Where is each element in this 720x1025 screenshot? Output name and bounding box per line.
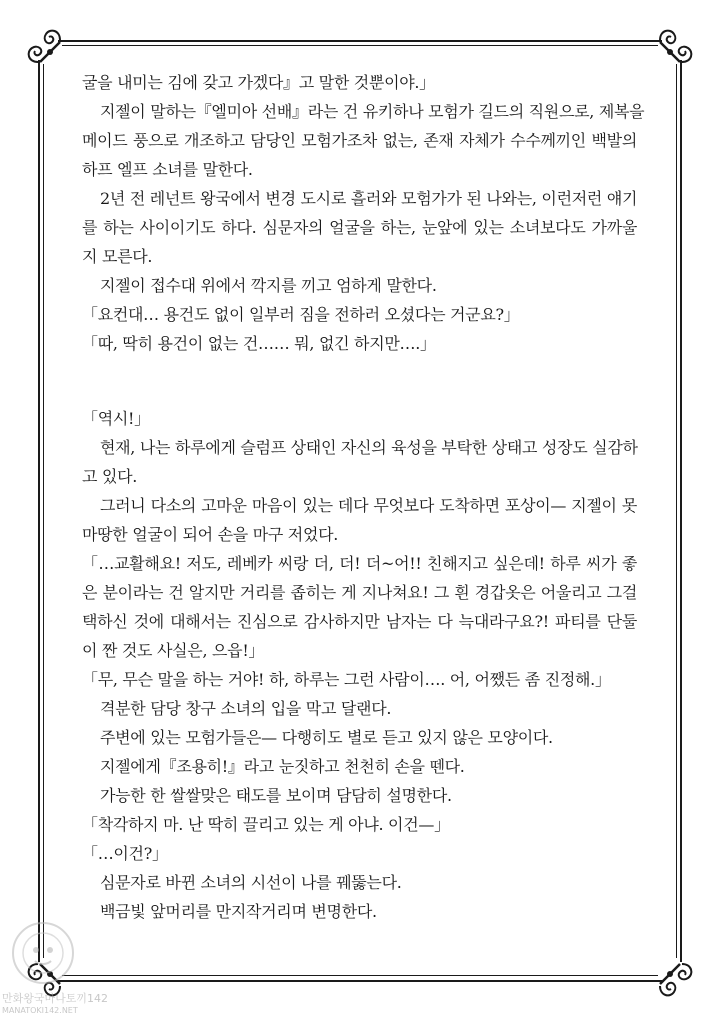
text-line: 지 모른다. [82,247,153,266]
frame-left-line-inner [43,64,44,958]
frame-bottom-line [58,980,662,982]
frame-top-line-inner [62,45,658,46]
text-line: 지젤이 접수대 위에서 깍지를 끼고 엄하게 말한다. [100,276,437,295]
site-watermark [2,918,109,1022]
text-line: 주변에 있는 모험가들은— 다행히도 별로 듣고 있지 않은 모양이다. [100,728,553,747]
ornament-bottom-right [638,942,700,1004]
text-line: 「무, 무슨 말을 하는 거야! 하, 하루는 그런 사람이…. 어, 어쨌든 좀 진정해.」 [82,670,611,689]
text-line: 은 분이라는 건 알지만 거리를 좁히는 게 지나쳐요! 그 흰 경갑옷은 어울리고 그걸 [82,583,637,602]
text-line: 「요컨대… 용건도 없이 일부러 짐을 전하러 오셨다는 거군요?」 [82,305,520,324]
text-line: 심문자로 바뀐 소녀의 시선이 나를 꿰뚫는다. [100,873,402,892]
text-line: 현재, 나는 하루에게 슬럼프 상태인 자신의 육성을 부탁한 상태고 성장도 실감하 [100,438,638,457]
text-line: 격분한 담당 창구 소녀의 입을 막고 달랜다. [100,699,392,718]
watermark-text-url: MANATOKI142.NET [2,1006,78,1015]
frame-right-line [680,60,682,962]
text-line: 택하신 것에 대해서는 진심으로 감사하지만 남자는 다 늑대라구요?! 파티를 단둘 [82,612,637,631]
watermark-emblem-icon [8,918,78,988]
text-line: 지젤이 말하는『엘미아 선배』라는 건 유키하나 모험가 길드의 직원으로, 제복을 [100,102,645,121]
text-line: 가능한 한 쌀쌀맞은 태도를 보이며 담담히 설명한다. [100,786,452,805]
text-line: 백금빛 앞머리를 만지작거리며 변명한다. [100,902,377,921]
text-line: 고 있다. [82,467,138,486]
text-line: 이 짠 것도 사실은, 으읍!」 [82,641,265,660]
text-line: 「따, 딱히 용건이 없는 건…… 뭐, 없긴 하지만….」 [82,334,436,353]
frame-right-line-inner [676,64,677,958]
ornament-top-left [20,22,82,84]
text-line: 그러니 다소의 고마운 마음이 있는 데다 무엇보다 도착하면 포상이— 지젤이 못 [100,496,637,515]
text-line: 「…이건?」 [82,844,168,863]
ornament-top-right [638,22,700,84]
text-line: 「역시!」 [82,409,150,428]
text-line: 를 하는 사이이기도 하다. 심문자의 얼굴을 하는, 눈앞에 있는 소녀보다도 가까울 [82,218,637,237]
text-line: 하프 엘프 소녀를 말한다. [82,160,253,179]
text-line: 2년 전 레넌트 왕국에서 변경 도시로 흘러와 모험가가 된 나와는, 이런저런 얘기 [100,189,638,208]
text-line: 「…교활해요! 저도, 레베카 씨랑 더, 더! 더~어!! 친해지고 싶은데! 하루 씨가 좋 [82,554,637,573]
text-line: 메이드 풍으로 개조하고 담당인 모험가조차 없는, 존재 자체가 수수께끼인 백발의 [82,131,637,150]
watermark-text-korean: 만화왕국마나토끼142 [2,992,109,1005]
frame-top-line [58,40,662,42]
text-line: 지젤에게『조용히!』라고 눈짓하고 천천히 손을 뗀다. [100,757,465,776]
frame-bottom-line-inner [62,975,658,976]
text-line: 마땅한 얼굴이 되어 손을 마구 저었다. [82,525,339,544]
text-line: 굴을 내미는 김에 갖고 가겠다』고 말한 것뿐이야.」 [82,73,435,92]
frame-left-line [38,60,40,962]
text-line: 「착각하지 마. 난 딱히 끌리고 있는 게 아냐. 이건—」 [82,815,450,834]
